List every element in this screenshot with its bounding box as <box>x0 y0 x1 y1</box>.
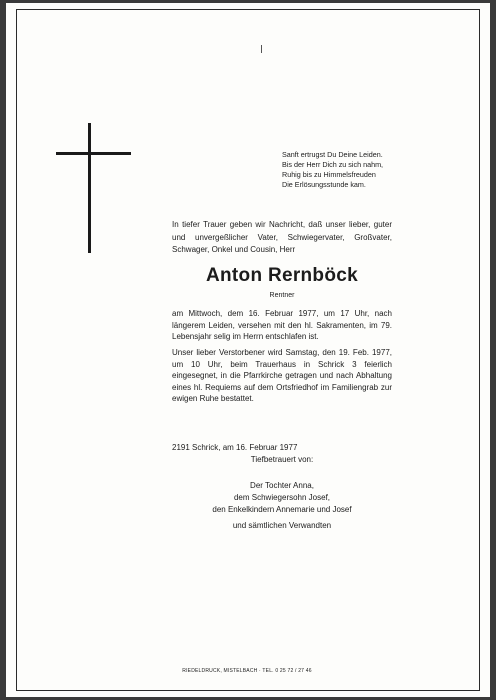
deceased-occupation: Rentner <box>269 292 295 299</box>
cross-horizontal-bar <box>56 152 131 155</box>
verse-line: Sanft ertrugst Du Deine Leiden. <box>282 150 383 159</box>
cross-vertical-bar <box>88 123 91 253</box>
announcement-intro: In tiefer Trauer geben wir Nachricht, daß unser lieber, guter und unvergeßlicher Vater, Schwiegervater, Großvater, Schwager, Onkel und Cousin, Herr <box>172 220 392 254</box>
death-notice-sheet <box>6 3 490 697</box>
funeral-details: Unser lieber Verstorbener wird Samstag, den 19. Feb. 1977, um 10 Uhr, beim Trauerhaus in Schrick 3 feierlich eingesegnet, in die Pfarrkirche getragen und nach Abhaltung eines hl. Requiems auf dem Ortsfriedhof im Familiengrab zur ewigen Ruhe bestattet. <box>172 348 392 403</box>
verse-line: Ruhig bis zu Himmelsfreuden <box>282 170 376 179</box>
print-mark <box>261 45 262 53</box>
place-and-date: 2191 Schrick, am 16. Februar 1977 <box>172 443 298 452</box>
mourner-line: Der Tochter Anna, <box>250 481 314 490</box>
mourner-line: dem Schwiegersohn Josef, <box>233 493 331 502</box>
mourner-line: und sämtlichen Verwandten <box>232 521 332 530</box>
mourners-heading: Tiefbetrauert von: <box>250 455 314 464</box>
printer-imprint: RIEDELDRUCK, MISTELBACH · TEL. 0 25 72 / 27 46 <box>182 668 312 674</box>
memorial-verse <box>282 150 452 190</box>
mourner-line: den Enkelkindern Annemarie und Josef <box>212 505 352 514</box>
deceased-name: Anton Rernböck <box>206 265 358 286</box>
death-details: am Mittwoch, dem 16. Februar 1977, um 17 Uhr, nach längerem Leiden, versehen mit den hl. Sakramenten, im 79. Lebensjahr selig im Herrn entschlafen ist. <box>172 309 392 341</box>
verse-line: Bis der Herr Dich zu sich nahm, <box>282 160 384 169</box>
verse-line: Die Erlösungsstunde kam. <box>282 180 366 189</box>
